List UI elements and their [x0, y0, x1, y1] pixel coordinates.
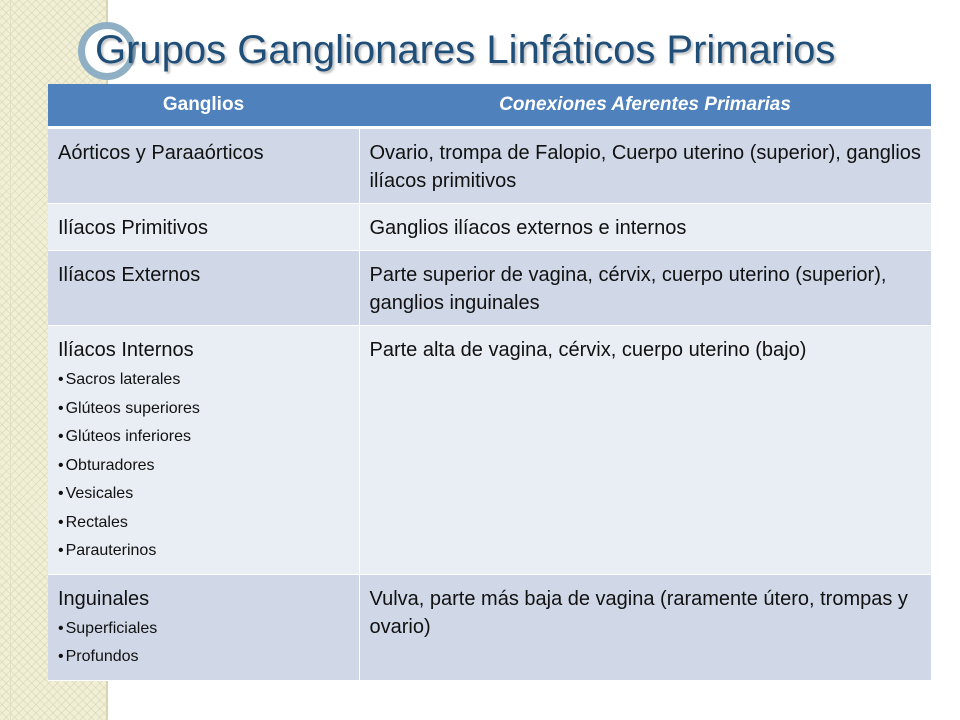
slide-title: Grupos Ganglionares Linfáticos Primarios: [95, 28, 836, 72]
ganglio-cell: [48, 204, 359, 251]
subgroup-item: • Rectales: [58, 509, 349, 538]
table-row: [48, 204, 931, 251]
table-row: [48, 574, 931, 680]
header-ganglios: Ganglios: [48, 84, 359, 128]
subgroup-item: • Superficiales: [58, 615, 349, 644]
ganglio-name: Ilíacos Externos: [58, 264, 201, 286]
table-row: [48, 326, 931, 575]
conexiones-cell: Parte superior de vagina, cérvix, cuerpo uterino (superior), ganglios inguinales: [359, 251, 931, 326]
ganglio-cell: [48, 251, 359, 326]
conexiones-cell: Ovario, trompa de Falopio, Cuerpo uterino (superior), ganglios ilíacos primitivos: [359, 128, 931, 204]
ganglio-name: Inguinales: [58, 587, 150, 610]
conexiones-cell: Vulva, parte más baja de vagina (raramente útero, trompas y ovario): [359, 574, 931, 680]
header-conexiones: Conexiones Aferentes Primarias: [359, 84, 931, 128]
table-row: [48, 128, 931, 204]
subgroup-item: • Vesicales: [58, 480, 349, 509]
conexiones-cell: Parte alta de vagina, cérvix, cuerpo uterino (bajo): [359, 326, 931, 575]
subgroup-item: • Glúteos superiores: [58, 395, 349, 424]
conexiones-cell: Ganglios ilíacos externos e internos: [359, 204, 931, 251]
subgroup-item: • Glúteos inferiores: [58, 423, 349, 452]
ganglio-name: Ilíacos Internos: [58, 339, 194, 361]
ganglio-cell: [48, 326, 359, 575]
ganglio-name: Ilíacos Primitivos: [58, 217, 209, 239]
ganglio-cell: [48, 128, 359, 204]
table-header-row: [48, 84, 931, 128]
subgroup-list: [58, 366, 349, 566]
subgroup-item: • Sacros laterales: [58, 366, 349, 395]
subgroup-list: [58, 615, 349, 672]
lymph-node-table: [48, 84, 931, 681]
ganglio-name: Aórticos y Paraaórticos: [58, 142, 264, 164]
subgroup-item: • Parauterinos: [58, 537, 349, 566]
table-row: [48, 251, 931, 326]
subgroup-item: • Profundos: [58, 643, 349, 672]
ganglio-cell: [48, 574, 359, 680]
subgroup-item: • Obturadores: [58, 452, 349, 481]
